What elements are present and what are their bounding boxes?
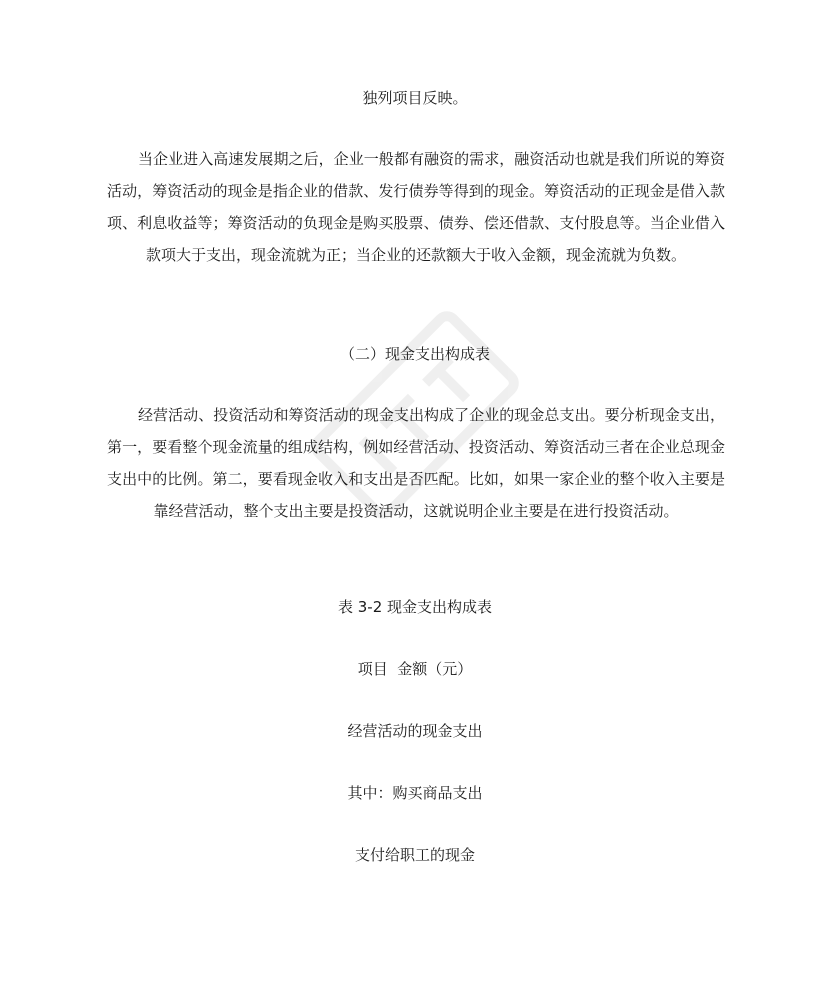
paragraph-expenditure: 经营活动、投资活动和筹资活动的现金支出构成了企业的现金总支出。要分析现金支出，第一，要看整个现金流量的组成结构，例如经营活动、投资活动、筹资活动三者在企业总现金支出中的比例。第二，要看现金收入和支出是否匹配。比如，如果一家企业的整个收入主要是靠经营活动，整个支出主要是投资活动，这就说明企业主要是在进行投资活动。 [107,406,725,520]
watermark-stroke [431,363,470,402]
table-row: 支付给职工的现金 [354,846,475,864]
table-header: 项目 金额（元） [357,660,473,678]
section-heading: （二）现金支出构成表 [339,345,490,363]
table-caption: 表 3-2 现金支出构成表 [337,598,493,616]
table-row: 其中：购买商品支出 [347,784,483,802]
paragraph-financing: 当企业进入高速发展期之后，企业一般都有融资的需求，融资活动也就是我们所说的筹资活动，筹资活动的现金是指企业的借款、发行债券等得到的现金。筹资活动的正现金是借入款项、利息收益等；筹资活动的负现金是购买股票、债券、偿还借款、支付股息等。当企业借入款项大于支出，现金流就为正；当企业的还款额大于收入金额，现金流就为负数。 [107,150,725,264]
table-row: 经营活动的现金支出 [347,722,483,740]
text-line-top: 独列项目反映。 [362,89,468,107]
